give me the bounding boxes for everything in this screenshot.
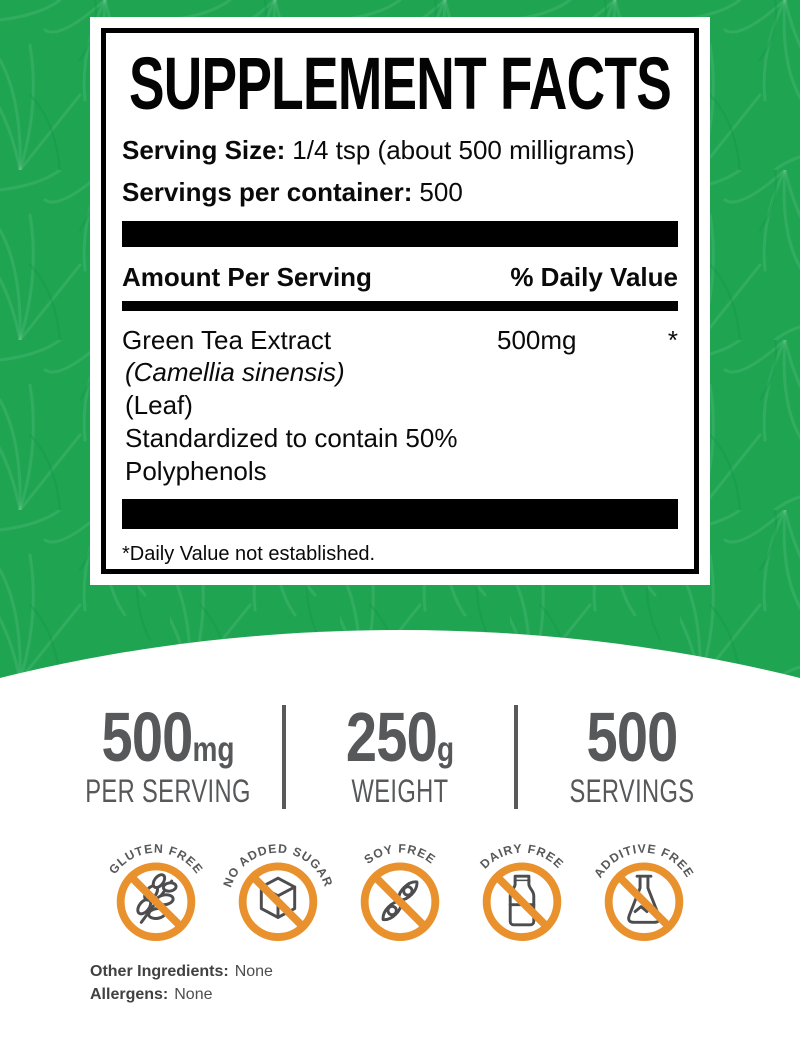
prohibition-slash	[619, 877, 669, 927]
badge-arc-label: GLUTEN FREE	[106, 841, 206, 877]
ingredient-row	[122, 324, 678, 356]
ingredient-daily-value: *	[667, 325, 678, 355]
stat-per-serving-label: PER SERVING	[85, 773, 251, 809]
stat-weight	[286, 698, 514, 810]
other-ingredients-row	[90, 960, 800, 983]
allergens-value: None	[174, 986, 213, 1003]
supplement-facts-panel	[90, 17, 710, 585]
stat-unit: g	[436, 730, 455, 769]
servings-value: 500	[419, 177, 463, 207]
badge-arc-label: ADDITIVE FREE	[591, 841, 697, 881]
allergens-label: Allergens:	[90, 986, 169, 1003]
badge-arc-label: SOY FREE	[361, 841, 439, 867]
panel-title	[122, 42, 678, 127]
badge-additive-free	[591, 830, 697, 944]
stat-servings-number	[586, 698, 678, 783]
badge-no-added-sugar	[220, 830, 336, 944]
ingredient-name: Green Tea Extract	[122, 325, 332, 355]
ingredient-botanical-name: (Camellia sinensis)	[125, 357, 345, 387]
other-ingredients-label: Other Ingredients:	[90, 963, 229, 980]
stat-value: 500	[101, 698, 193, 776]
thick-divider-bar-top	[122, 221, 678, 247]
stat-unit: mg	[192, 730, 235, 769]
allergens-row	[90, 983, 800, 1006]
stat-value: 250	[345, 698, 437, 776]
stat-per-serving	[54, 698, 282, 810]
badge-gluten-free	[103, 830, 209, 944]
stat-value: 500	[586, 698, 678, 776]
table-header-row	[122, 262, 678, 292]
stat-weight-number	[345, 698, 455, 783]
ingredient-standardization: Standardized to contain 50%	[125, 423, 458, 453]
badge-soy-free	[347, 830, 453, 944]
stat-servings	[518, 698, 746, 810]
stats-row	[0, 698, 800, 810]
serving-size-label: Serving Size:	[122, 135, 286, 165]
servings-label: Servings per container:	[122, 177, 413, 207]
servings-per-container-row	[122, 177, 678, 207]
daily-value-footnote: *Daily Value not established.	[122, 543, 376, 565]
badge-dairy-free	[469, 830, 575, 944]
stat-weight-label: WEIGHT	[351, 773, 449, 809]
stat-per-serving-number	[101, 698, 235, 783]
ingredient-plant-part: (Leaf)	[125, 390, 193, 420]
serving-size-row	[122, 135, 678, 165]
ingredient-standardization-2: Polyphenols	[125, 456, 267, 486]
daily-value-header: % Daily Value	[510, 262, 678, 292]
serving-size-value: 1/4 tsp (about 500 milligrams)	[292, 135, 635, 165]
badges-row	[0, 830, 800, 944]
amount-per-serving-header: Amount Per Serving	[122, 262, 372, 292]
badge-arc-label: DAIRY FREE	[477, 841, 567, 872]
medium-divider-bar	[122, 301, 678, 311]
badge-arc-label: NO ADDED SUGAR	[220, 841, 336, 890]
stat-servings-label: SERVINGS	[569, 773, 695, 809]
footer-notes	[90, 960, 800, 1006]
supplement-facts-border-box	[101, 28, 699, 574]
ingredient-amount: 500mg	[497, 325, 577, 355]
other-ingredients-value: None	[234, 963, 273, 980]
thick-divider-bar-bottom	[122, 499, 678, 529]
panel-title-text: SUPPLEMENT FACTS	[128, 42, 672, 125]
